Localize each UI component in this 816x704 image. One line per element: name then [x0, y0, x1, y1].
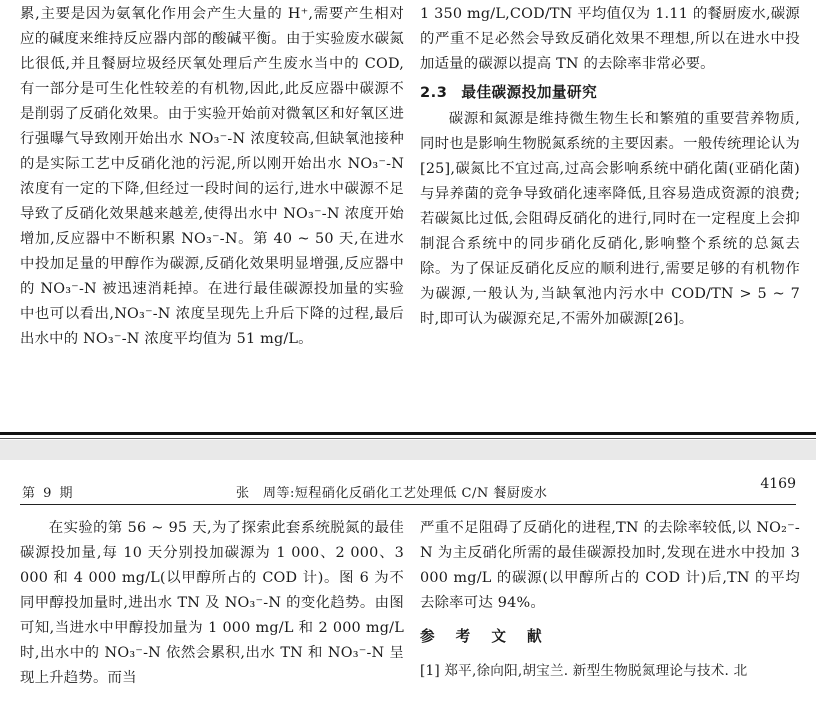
section-title: 最佳碳源投加量研究: [461, 84, 598, 101]
page-number: 4169: [760, 476, 796, 492]
top-right-paragraph-2: 碳源和氮源是维持微生物生长和繁殖的重要营养物质,同时也是影响生物脱氮系统的主要因素。一般传统理论认为[25],碳氮比不宜过高,过高会影响系统中硝化菌(亚硝化菌)与异养菌的竞争导致硝化速率降低,且容易造成资源的浪费;若碳氮比过低,会阻碍反硝化的进行,同时在一定程度上会抑制混合系统中的同步硝化反硝化,影响整个系统的总氮去除。为了保证反硝化反应的顺利进行,需要足够的有机物作为碳源,一般认为,当缺氧池内污水中 COD/TN > 5 ~ 7 时,即可认为碳源充足,不需外加碳源[26]。: [420, 111, 800, 327]
top-right-column: [420, 2, 800, 332]
top-right-paragraph-1: 1 350 mg/L,COD/TN 平均值仅为 1.11 的餐厨废水,碳源的严重不足必然会导致反硝化效果不理想,所以在进水中投加适量的碳源以提高 TN 的去除率非常必要。: [420, 6, 800, 72]
bottom-left-column: [20, 516, 404, 691]
page-break-band: [0, 440, 816, 460]
references-heading: 参 考 文 献: [420, 628, 550, 645]
page-break-thin-rule: [0, 438, 816, 439]
bottom-right-column: [420, 516, 800, 684]
top-left-paragraph: 累,主要是因为氨氧化作用会产生大量的 H⁺,需要产生相对应的碱度来维持反应器内部的酸碱平衡。由于实验废水碳氮比很低,并且餐厨垃圾经厌氧处理后产生废水当中的 COD,有一部分是可生化性较差的有机物,因此,此反应器中碳源不是削弱了反硝化效果。由于实验开始前对微氧区和好氧区进行强曝气导致刚开始出水 NO₃⁻-N 浓度较高,但缺氧池接种的是实际工艺中反硝化池的污泥,所以刚开始出水 NO₃⁻-N 浓度有一定的下降,但经过一段时间的运行,进水中碳源不足导致了反硝化效果越来越差,使得出水中 NO₃⁻-N 浓度开始增加,反应器中不断积累 NO₃⁻-N。第 40 ~ 50 天,在进水中投加足量的甲醇作为碳源,反硝化效果明显增强,反应器中的 NO₃⁻-N 被迅速消耗掉。在进行最佳碳源投加量的实验中也可以看出,NO₃⁻-N 浓度呈现先上升后下降的过程,最后出水中的 NO₃⁻-N 浓度平均值为 51 mg/L。: [20, 6, 404, 347]
running-head: [0, 474, 816, 502]
bottom-right-paragraph: 严重不足阻碍了反硝化的进程,TN 的去除率较低,以 NO₂⁻-N 为主反硝化所需的最佳碳源投加时,发现在进水中投加 3 000 mg/L 的碳源(以甲醇所占的 COD 计)后,TN 的平均去除率可达 94%。: [420, 520, 800, 611]
top-left-column: [20, 2, 404, 352]
reference-item: [1] 郑平,徐向阳,胡宝兰. 新型生物脱氮理论与技术. 北: [420, 663, 748, 679]
bottom-left-paragraph: 在实验的第 56 ~ 95 天,为了探索此套系统脱氮的最佳碳源投加量,每 10 天分别投加碳源为 1 000、2 000、3 000 和 4 000 mg/L(以甲醇所占的 COD 计)。图 6 为不同甲醇投加量时,进出水 TN 及 NO₃⁻-N 的变化趋势。由图可知,当进水中甲醇投加量为 1 000 mg/L 和 2 000 mg/L 时,出水中的 NO₃⁻-N 依然会累积,出水 TN 和 NO₃⁻-N 呈现上升趋势。而当: [20, 520, 404, 686]
running-title: 张 周等:短程硝化反硝化工艺处理低 C/N 餐厨废水: [236, 486, 548, 501]
running-head-rule: [20, 504, 796, 505]
section-heading: [420, 81, 800, 105]
section-number: 2.3: [420, 84, 448, 101]
page-break-thick-rule: [0, 432, 816, 435]
issue-number: 第 9 期: [22, 486, 75, 501]
